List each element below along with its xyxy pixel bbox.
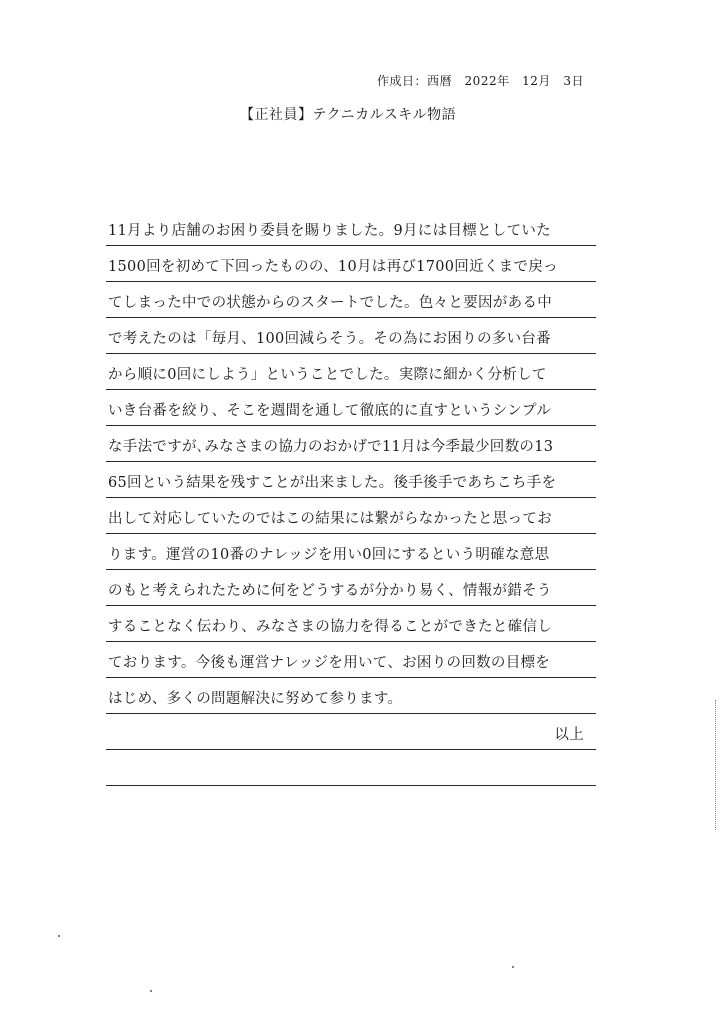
body-line: ります。運営の10番のナレッジを用い0回にするという明確な意思 <box>108 547 550 563</box>
closing-text: 以上 <box>554 727 584 743</box>
body-line: 65回という結果を残すことが出来ました。後手後手であちこち手を <box>108 475 557 491</box>
body-line: ております。今後も運営ナレッジを用いて、お困りの回数の目標を <box>108 655 551 671</box>
scan-speck <box>150 990 152 992</box>
scan-speck <box>512 966 514 968</box>
ruled-line <box>106 642 596 678</box>
ruled-line <box>106 498 596 534</box>
ruled-line <box>106 462 596 498</box>
body-line: から順に0回にしよう」ということでした。実際に細かく分析して <box>108 367 547 383</box>
document-title: 【正社員】テクニカルスキル物語 <box>240 107 457 123</box>
ruled-body <box>106 210 596 786</box>
body-line: 出して対応していたのではこの結果には繋がらなかったと思ってお <box>108 511 552 527</box>
ruled-line <box>106 390 596 426</box>
ruled-line <box>106 318 596 354</box>
ruled-line <box>106 534 596 570</box>
ruled-line-empty <box>106 750 596 786</box>
body-line: することなく伝わり、みなさまの協力を得ることができたと確信し <box>108 619 552 635</box>
ruled-line <box>106 426 596 462</box>
body-line: いき台番を絞り、そこを週間を通して徹底的に直すというシンプル <box>108 403 552 419</box>
body-line: で考えたのは「毎月、100回減らそう。その為にお困りの多い台番 <box>108 331 551 347</box>
ruled-line <box>106 210 596 246</box>
body-line: 1500回を初めて下回ったものの、10月は再び1700回近くまで戻っ <box>108 259 558 275</box>
ruled-line <box>106 246 596 282</box>
ruled-line-closing <box>106 714 596 750</box>
ruled-line <box>106 678 596 714</box>
body-line: てしまった中での状態からのスタートでした。色々と要因がある中 <box>108 295 552 311</box>
ruled-line <box>106 282 596 318</box>
scan-speck <box>58 935 60 937</box>
body-line: はじめ、多くの問題解決に努めて参ります。 <box>108 691 403 707</box>
creation-date: 作成日：西暦 2022年 12月 3日 <box>377 74 584 88</box>
ruled-line <box>106 570 596 606</box>
body-line: 11月より店舗のお困り委員を賜りました。9月には目標としていた <box>108 223 551 239</box>
scan-edge-noise <box>713 700 716 830</box>
body-line: な手法ですが､みなさまの協力のおかげで11月は今季最少回数の13 <box>108 439 554 455</box>
ruled-line <box>106 606 596 642</box>
body-line: のもと考えられたために何をどうするが分かり易く、情報が錯そう <box>108 583 552 599</box>
ruled-line <box>106 354 596 390</box>
